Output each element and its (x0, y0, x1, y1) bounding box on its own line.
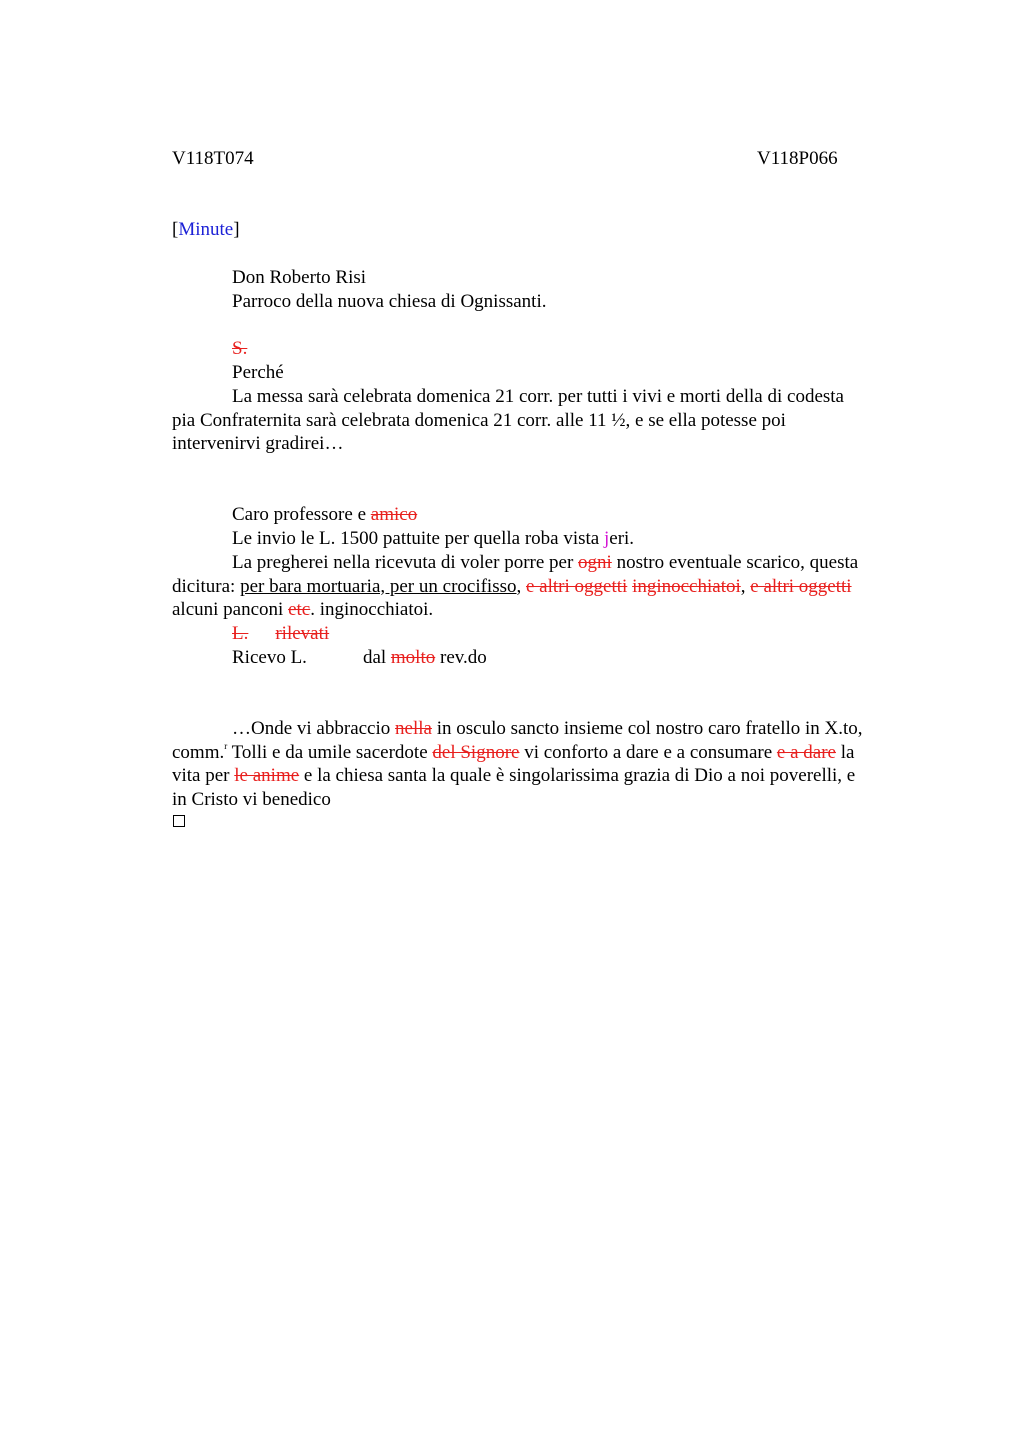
addressee-title: Parroco della nuova chiesa di Ognissanti. (232, 291, 547, 312)
mass-line-1: La messa sarà celebrata domenica 21 corr. per tutti i vivi e morti della di codesta (232, 386, 844, 407)
greeting-line (232, 503, 417, 527)
payment-j-letter: j (603, 528, 610, 549)
perche-word: Perché (232, 362, 284, 383)
closing-text-1b: in osculo sancto insieme col nostro caro fratello in X.to, (431, 718, 863, 739)
closing-line-4: in Cristo vi benedico (172, 788, 331, 810)
closing-deleted-1: nella (395, 718, 432, 739)
ricevo-text: Ricevo L. (232, 647, 307, 668)
closing-text-2: Tolli e da umile sacerdote (227, 741, 433, 763)
minute-text: Minute (178, 219, 234, 240)
greeting-deleted: amico (370, 504, 418, 525)
end-box-icon (173, 815, 185, 827)
closing-paragraph (172, 717, 916, 811)
ricevo-dal: dal (362, 647, 391, 668)
closing-line-1 (172, 717, 916, 741)
panconi-deleted: etc (288, 599, 311, 620)
dicitura-underlined: per bara mortuaria, per un crocifisso (240, 575, 517, 597)
mass-line-3: intervenirvi gradirei… (172, 433, 344, 454)
addressee-name: Don Roberto Risi (232, 267, 367, 288)
receipt-line-2 (172, 575, 916, 599)
receipt-text-end: nostro eventuale scarico, questa (611, 552, 859, 573)
dicitura-comma-1: , (516, 575, 526, 597)
deleted-salutation: S. (232, 338, 248, 359)
payment-line (232, 527, 634, 551)
closing-text-3: vita per (172, 765, 235, 786)
closing-text-2c: vi conforto a dare e a consumare (519, 741, 777, 763)
deleted-rilevati: rilevati (275, 623, 330, 644)
deleted-l: L. (232, 623, 249, 644)
closing-deleted-3: e a dare (776, 741, 836, 763)
ricevo-deleted: molto (390, 647, 436, 668)
dicitura-deleted-1: e altri oggetti (526, 575, 628, 597)
receipt-text: La pregherei nella ricevuta di voler porre per (232, 552, 579, 573)
ricevo-end: rev.do (435, 647, 487, 668)
closing-text-2d: la (835, 741, 855, 763)
closing-sup: r (224, 740, 228, 751)
payment-text: Le invio le L. 1500 pattuite per quella roba vista (232, 528, 604, 549)
closing-line-2 (172, 741, 916, 765)
closing-text-1: …Onde vi abbraccio (232, 718, 396, 739)
document-code-left: V118T074 (172, 148, 254, 169)
mass-paragraph (172, 385, 916, 456)
receipt-line-3 (172, 598, 916, 622)
dicitura-deleted-3: e altri oggetti (750, 575, 852, 597)
minute-label (172, 218, 240, 242)
document-code-right: V118P066 (757, 148, 838, 169)
dicitura-deleted-2: inginocchiatoi (632, 575, 741, 597)
ricevo-line (232, 646, 487, 670)
dicitura-comma-2: , (740, 575, 751, 597)
dicitura-label: dicitura: (172, 575, 241, 597)
deleted-rilevati-line (232, 622, 329, 646)
closing-deleted-2: del Signore (432, 741, 520, 763)
receipt-paragraph (172, 551, 916, 622)
receipt-line-1 (172, 551, 916, 575)
closing-comm: comm. (172, 741, 225, 763)
receipt-deleted: ogni (578, 552, 612, 573)
closing-text-3b: e la chiesa santa la quale è singolarissima grazia di Dio a noi poverelli, e (299, 765, 856, 786)
greeting-text: Caro professore e (232, 504, 371, 525)
bracket-open: [ (172, 219, 179, 240)
bracket-close: ] (233, 219, 240, 240)
panconi-text: alcuni panconi (172, 599, 289, 620)
panconi-text-end: . inginocchiatoi. (310, 599, 434, 620)
closing-line-3 (172, 764, 916, 788)
closing-deleted-4: le anime (234, 765, 300, 786)
mass-line-2: pia Confraternita sarà celebrata domenica 21 corr. alle 11 ½, e se ella potesse poi (172, 409, 786, 431)
payment-text-end: eri. (609, 528, 635, 549)
